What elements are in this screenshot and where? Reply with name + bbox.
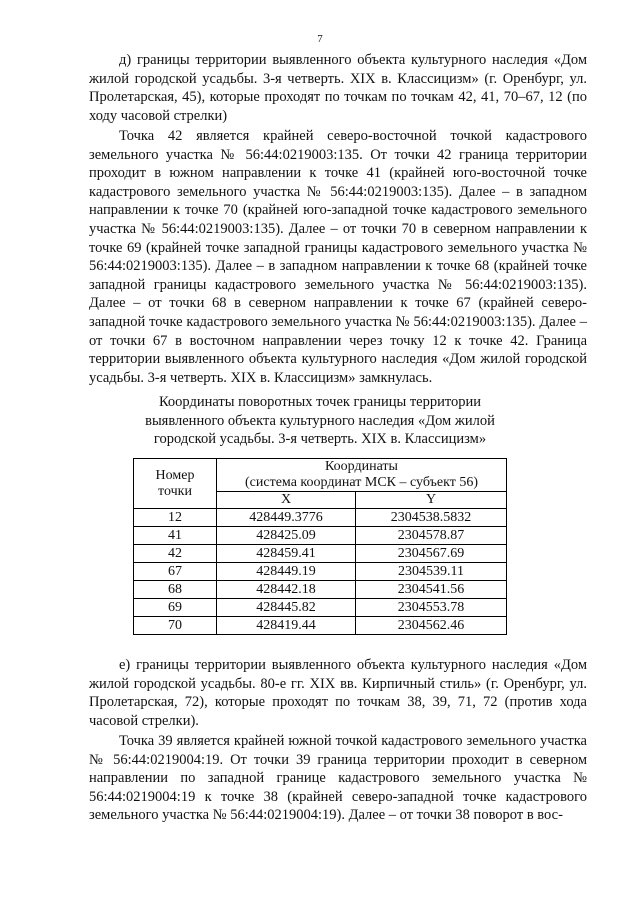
cell-y: 2304567.69 — [356, 545, 507, 563]
cell-y: 2304539.11 — [356, 563, 507, 581]
cell-x: 428459.41 — [217, 545, 356, 563]
table-caption — [100, 393, 540, 449]
table-row — [134, 581, 507, 599]
cell-y: 2304578.87 — [356, 527, 507, 545]
section-d-paragraph: д) границы территории выявленного объекта культурного наследия «Дом жилой городской усадьбы. 3-я четверть. XIX в. Классицизм» (г. Оренбург, ул. Пролетарская, 45), которые проходят по точкам по точкам 42, 41, 70–67, 12 (по ходу часовой стрелки) — [89, 52, 587, 124]
header-x: X — [217, 492, 356, 509]
cell-point: 69 — [134, 599, 217, 617]
table-caption-line: городской усадьбы. 3-я четверть. XIX в. Классицизм» — [153, 431, 487, 448]
cell-x: 428449.19 — [217, 563, 356, 581]
cell-x: 428442.18 — [217, 581, 356, 599]
table-row — [134, 545, 507, 563]
table-caption-line: Координаты поворотных точек границы территории — [158, 394, 482, 410]
header-coordinates — [217, 459, 507, 492]
cell-y: 2304562.46 — [356, 617, 507, 635]
cell-x: 428445.82 — [217, 599, 356, 617]
table-row — [134, 617, 507, 635]
header-point-label: Номер — [155, 467, 195, 483]
cell-point: 70 — [134, 617, 217, 635]
point-39-description-paragraph: Точка 39 является крайней южной точкой кадастрового земельного участка № 56:44:0219004:19. От точки 39 граница территории проходит в северном направлении по западной границе кадастрового земельного участка № 56:44:0219004:19 к точке 38 (крайней северо-западной точке кадастрового земельного участка № 56:44:0219004:19). Далее – от точки 38 поворот в вос- — [89, 733, 587, 824]
header-coordinates-system: (система координат МСК – субъект 56) — [245, 475, 478, 490]
table-row — [134, 527, 507, 545]
point-42-description-paragraph: Точка 42 является крайней северо-восточной точкой кадастрового земельного участка № 56:44:0219003:135. От точки 42 граница территории проходит в южном направлении к точке 41 (крайней юго-восточной точке кадастрового земельного участка № 56:44:0219003:135). Далее – в западном направлении к точке 70 (крайней юго-западной точке кадастрового земельного участка № 56:44:0219003:135). Далее – от точки 70 в северном направлении к точке 69 (крайней точке западной границы кадастрового земельного участка № 56:44:0219003:135). Далее – в западном направлении к точке 68 (крайней точке западной границы кадастрового земельного участка № 56:44:0219003:135). Далее – от точки 68 в северном направлении к точке 67 (крайней северо-западной точке кадастрового земельного участка № 56:44:0219003:135). Далее – от точки 67 в восточном направлении через точку 12 к точке 42. Граница территории выявленного объекта культурного наследия «Дом жилой городской усадьбы. 3-я четверть. XIX в. Классицизм» замкнулась. — [89, 128, 587, 386]
table-row — [134, 509, 507, 527]
cell-point: 42 — [134, 545, 217, 563]
coordinates-table — [133, 458, 507, 635]
table-row — [134, 599, 507, 617]
cell-point: 68 — [134, 581, 217, 599]
cell-point: 41 — [134, 527, 217, 545]
table-caption-line: выявленного объекта культурного наследия «Дом жилой — [145, 412, 495, 429]
cell-point: 67 — [134, 563, 217, 581]
section-e-paragraph: е) границы территории выявленного объекта культурного наследия «Дом жилой городской усадьбы. 80-е гг. XIX вв. Кирпичный стиль» (г. Оренбург, ул. Пролетарская, 72), которые проходят по точкам 38, 39, 71, 72 (против хода часовой стрелки). — [89, 657, 587, 729]
cell-x: 428449.3776 — [217, 509, 356, 527]
header-y: Y — [356, 492, 507, 509]
cell-y: 2304541.56 — [356, 581, 507, 599]
header-point-label: точки — [158, 483, 192, 499]
cell-y: 2304553.78 — [356, 599, 507, 617]
cell-x: 428425.09 — [217, 527, 356, 545]
cell-point: 12 — [134, 509, 217, 527]
header-coordinates-label: Координаты — [325, 459, 398, 474]
header-point-number — [134, 459, 217, 509]
table-row — [134, 563, 507, 581]
cell-y: 2304538.5832 — [356, 509, 507, 527]
page-number: 7 — [317, 33, 323, 45]
table-header-row — [134, 459, 507, 492]
cell-x: 428419.44 — [217, 617, 356, 635]
